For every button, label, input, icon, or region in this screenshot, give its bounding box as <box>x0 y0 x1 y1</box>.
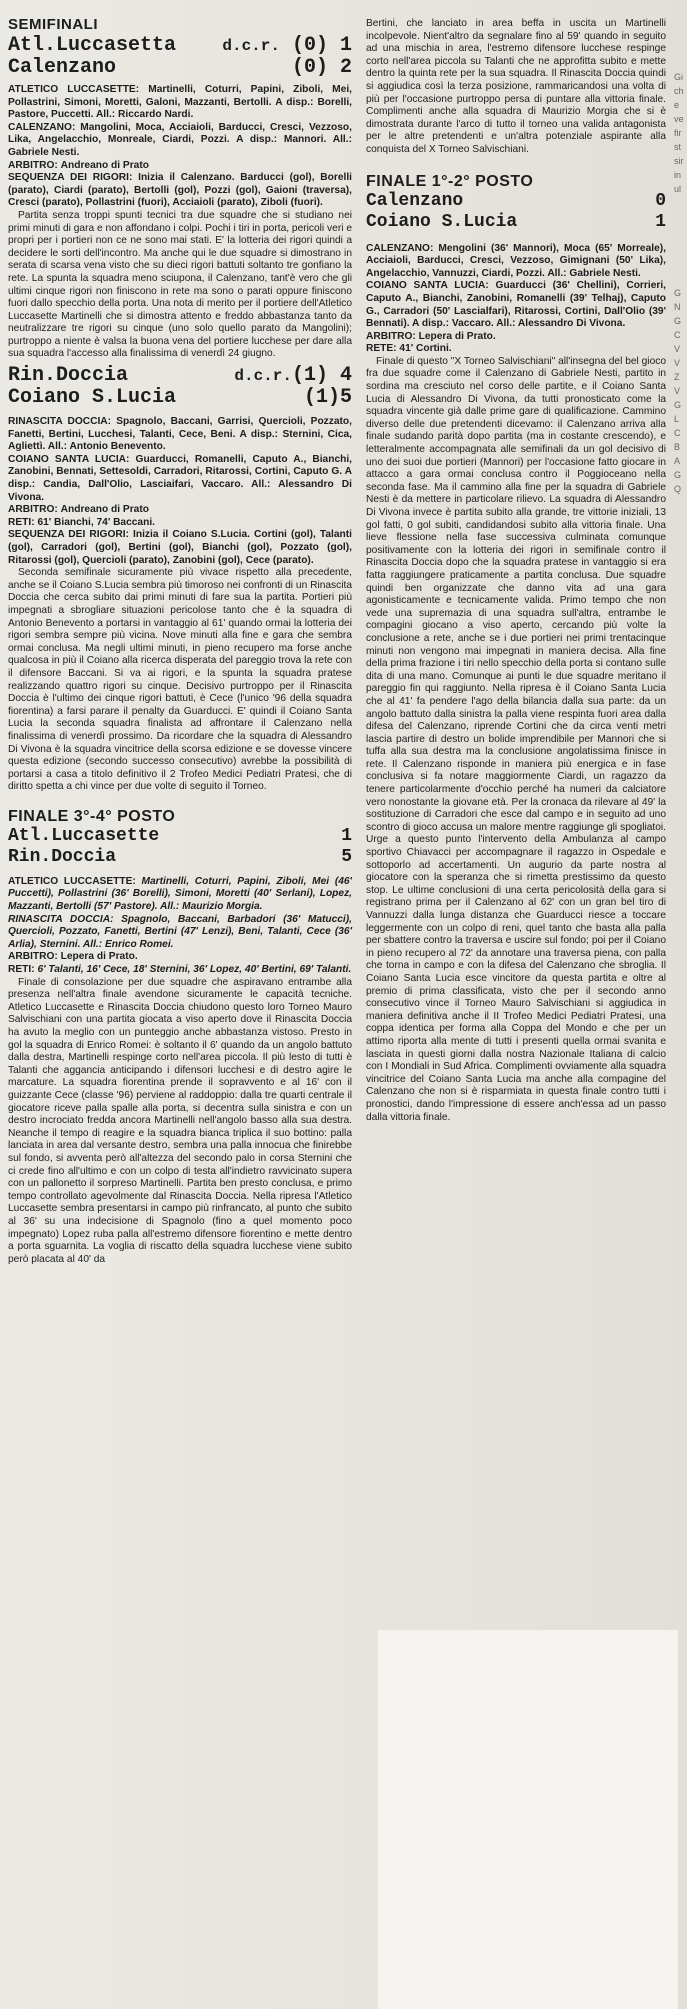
edge-fragment: ve <box>674 114 684 124</box>
edge-fragment: V <box>674 386 681 396</box>
edge-fragment: B <box>674 442 681 452</box>
edge-fragment: ul <box>674 184 682 194</box>
match-report: Seconda semifinale sicuramente più vivace rispetto alla precedente, anche se il Coiano S.Lucia sembra più timoroso nei confronti di un Rinascita Doccia che cerca subito dai primi minuti di fare sua la partita. Portieri più impegnati a sbrogliare situazioni pericolose tanto che è la squadra di Antonio Benevento a portarsi in vantaggio al 61' quando ormai la lotteria dei rigori sembra sempre più vicina. Nove minuti alla fine e gara che sembra ormai conclusa. Ma negli ultimi minuti, in pieno recupero ma forse anche qualcosa in più il Coiano alla ricerca disperata del pareggio trova la rete con il difensore Baccani. Si va ai rigori, e la spunta la squadra pratese realizzando quattro rigori su cinque. Decisivo purtroppo per il Rinascita Doccia è l'ultimo dei cinque rigori battuti, è Cece (l'unico '96 della squadra fiorentina) a farsi parare il penalty da Guarducci. E' quindi il Coiano Santa Lucia la seconda squadra finalista ad affrontare il Calenzano nella finalissima di venerdì prossimo. Da ricordare che la squadra di Alessandro Di Vivona è la squadra vincitrice della scorsa edizione e se dovesse vincere questa edizione (secondo successo consecutivo) avrebbe la possibilità di portarsi a casa a titolo definitivo il 2 Trofeo Medici Pediatri Pratesi, che di diritto spetta a chi vince per due volte di seguito il Torneo. <box>8 567 352 793</box>
away-lineup-label: COIANO SANTA LUCIA: <box>8 453 130 465</box>
penalties-sequence: Inizia il Calenzano. Barducci (gol), Borelli (parato), Ciardi (parato), Bertolli (gol), Pozzi (gol), Gaioni (traversa), Cresci (parato), Pollastrini (fuori), Acciaioli (parato), Ziboli (fuori). <box>8 172 352 209</box>
match-report: Partita senza troppi spunti tecnici tra due squadre che si studiano nei primi minuti di gara e non affondano i colpi. Pochi i tiri in porta, pericoli veri e propri per i portieri non ce ne sono mai stati. E' la lotteria dei rigori quindi a decidere le sorti dell'incontro. Ma anche qui le due squadre si dimostrano in serata di scarsa vena visto che su dieci rigori battuti soltanto tre gonfiano la rete. La spunta la squadra meno sciupona, il Calenzano, tant'è vero che gli ultimi cinque rigori non finiscono in rete ma sono o parati oppure finiscono fuori dallo specchio della porta. Una nota di merito per il portiere dell'Atletico Luccasette Martinelli che si dimostra attento e freddo abbastanza tanto da neutralizzare tre rigori su cinque (uno solo quello parato da Mangolini); purtroppo a niente è valsa la buona vena del portiere lucchese per dare alla sua squadra l'accesso alla finalissima di venerdì 24 giugno. <box>8 209 352 360</box>
right-column <box>366 0 666 1124</box>
away-score: (0) 2 <box>291 56 352 79</box>
home-score: (0) 1 <box>291 34 352 57</box>
home-lineup: Martinelli, Coturri, Papini, Ziboli, Mei (46' Puccetti), Pollastrini (36' Borelli), Simoni, Moretti (40' Serlani), Lopez, Mazzanti, Bertolli (57' Pastore). All.: Maurizio Morgia. <box>8 875 352 913</box>
edge-fragment: G <box>674 316 682 326</box>
match-3-details <box>8 876 352 1266</box>
edge-fragment: C <box>674 330 681 340</box>
score-row-home <box>8 35 352 57</box>
referee: Lepera di Prato. <box>418 330 496 342</box>
team-away-name: Coiano S.Lucia <box>366 211 518 232</box>
home-lineup-label: ATLETICO LUCCASETTE: <box>8 84 140 95</box>
edge-fragment: G <box>674 470 682 480</box>
goals-label: RETE: <box>366 343 397 355</box>
match-2-details <box>8 416 352 794</box>
edge-fragment: st <box>674 142 682 152</box>
home-lineup: Spagnolo, Baccani, Garrisi, Quercioli, Pozzato, Fanetti, Bertini, Lucchesi, Talanti, Cece, Beni. A disp.: Sternini, Cica, Agliettì. All.: Antonio Benevento. <box>8 416 352 453</box>
match-report: Finale di questo "X Torneo Salvischiani" all'insegna del bel gioco fra due squadre come il Calenzano di Gabriele Nesti, partito in sordina ma cresciuto nel corso delle partite, e il Coiano Santa Lucia di Alessandro Di Vivona, da tutti pronosticato come la squadra vincente già dalle prime gare di qualificazione. Cammino diverso delle due pretendenti dicevamo: il Calenzano arriva alla finale sudando parità dopo partita (ma in costante crescendo), e letteralmente accompagnata alle semifinali da un gol decisivo di uno dei suoi due portieri (Mannori) per l'occasione fatto giocare in attacco a gara ormai conclusa contro il Poggioceano nella seconda fase. Ma il cammino alla fine per la squadra di Gabriele Nesti è da mettere in particolare rilievo. La squadra di Alessandro Di Vivona invece è partita subito alla grande, tre vittorie iniziali, 13 gol fatti, 0 gol subiti, candidandosi subito alla vittoria finale. Una lieve flessione nella fase successiva culminata comunque positivamente con la lotteria dei rigori in semifinale contro il Rinascita Doccia dopo che la squadra pratese in vantaggio si era fatta raggiungere praticamente a partita conclusa. Due squadre quindi ben organizzate che danno vita ad una gara agonisticamente e tecnicamente valida. Primo tempo che non vede una supremazia di una squadra sull'altra, entrambe le compagini giocano a viso aperto, cercando più volte la conclusione a rete, anche se i due portieri nei primi trentacinque minuti non vengono mai impegnati in maniera decisa. Alla fine della prima frazione i tiri nello specchio della porta si contano sulle dita di una mano. Comunque ai punti le due squadre meritano il pareggio fin qui raggiunto. Nella ripresa è il Coiano Santa Lucia che al 41' fa pendere l'ago della bilancia dalla sua parte: da un angolo battuto dalla sinistra la palla viene respinta fuori area dalla difesa del Calenzano, riprende Cortini che da circa venti metri lascia partire di destro un bolide imprendibile per Mannori che si tuffa alla sua destra ma la conclusione angolatissima finisce in rete. Il Calenzano risponde in maniera più energica e in fase conclusiva si fa notare maggiormente Ciardi, un ragazzo da tenere particolarmente d'occhio perché ha numeri da calciatore vero nonostante la giovane età. Per la cronaca da rilevare al 49' la sostituzione di Carradori che esce dal campo e in seguito ad uno scontro di gioco accusa un malore mentre raggiunge gli spogliatoi. Urge a questo punto l'intervento della Ambulanza al campo sportivo Chiavacci per accompagnare il ragazzo in Ospedale e sottoporlo ad accertamenti. Un augurio da parte nostra al giocatore con la speranza che si rimetta prestissimo da questo stop. Le ultime conclusioni di una certa pericolosità della gara si registrano prima per il Calenzano al 62' con un gran bel tiro di Vannuzzi dalla lunga distanza che Guarducci riesce a toccare leggermente con un colpo di reni, quel tanto che basta alla palla per sbattere contro la traversa e uscire sul fondo; poi per il Coiano in pieno recupero al 72' da annotare una traversa piena, con palla che torna in campo e con la difesa del Calenzano che sbroglia. Il Coiano Santa Lucia esce vincitore da questa partita e oltre al premio di prima classificata, visto che per il secondo anno consecutivo vince il Torneo Mauro Salvischiani si aggiudica in maniera definitiva anche il II Trofeo Medici Pediatri Pratesi, una coppa identica per forma alla Coppa del Mondo e che per un attimo riporta alla mente di tutti i presenti quella ormai svanita e lasciata in questi giorni dalla nostra Nazionale Italiana di calcio con I Mondiali in Sud Africa. Complimenti ovviamente alla squadra vincitrice del Coiano Santa Lucia ma anche alla compagine del Calenzano che non si è risparmiata in questa finale contro tutti i pronostici, dando l'impressione di essere anch'essa ad un passo dalla vittoria finale. <box>366 355 666 1123</box>
away-score: (1)5 <box>303 386 352 410</box>
away-lineup: Spagnolo, Baccani, Barbadori (36' Matucci), Quercioli, Pozzato, Fanetti, Bertini (47' Lenzi), Beni, Talanti, Cece (36' Arlia), Sternini. All.: Enrico Romei. <box>8 913 352 950</box>
edge-fragment: sir <box>674 156 684 166</box>
match-1-details <box>8 84 352 361</box>
edge-fragment: in <box>674 170 682 180</box>
referee-label: ARBITRO: <box>8 159 58 171</box>
edge-fragment: N <box>674 302 681 312</box>
edge-fragment: V <box>674 344 681 354</box>
edge-fragment: G <box>674 400 682 410</box>
away-score: 5 <box>341 846 352 867</box>
away-lineup: Guarducci (36' Chellini), Corrieri, Caputo A., Bianchi, Zanobini, Romanelli (39' Telhaj), Caputo G., Carradori (50' Lascialfari), Ritarossi, Cortini, Dall'Olio (39' Bennati). A disp.: Vaccaro. All.: Alessandro Di Vivona. <box>366 280 666 330</box>
score-row-away <box>366 212 666 233</box>
edge-fragment: Gi <box>674 72 683 82</box>
away-lineup-label: COIANO SANTA LUCIA: <box>366 280 489 292</box>
score-row-away <box>8 57 352 78</box>
score-row-away <box>8 387 352 408</box>
referee-label: ARBITRO: <box>8 504 58 516</box>
away-score: 1 <box>655 211 666 232</box>
penalties-label: SEQUENZA DEI RIGORI: <box>8 529 129 541</box>
blank-paper-area <box>378 1630 678 2009</box>
edge-fragment: Z <box>674 372 680 382</box>
edge-fragment: C <box>674 428 681 438</box>
referee-label: ARBITRO: <box>366 330 416 342</box>
edge-fragment: V <box>674 358 681 368</box>
edge-fragment: fir <box>674 128 682 138</box>
team-home-name: Calenzano <box>366 190 464 211</box>
section-header-finale-3-4: FINALE 3°-4° POSTO <box>8 807 176 825</box>
match-report: Finale di consolazione per due squadre che aspiravano entrambe alla presenza nell'altra finale avendone sicuramente le capacità tecniche. Atletico Luccasette e Rinascita Doccia chiudono questo loro Torneo Mauro Salvischiani con una partita giocata a viso aperto dove il Rinascita Doccia ha avuto la meglio con un punteggio anche abbastanza vistoso. Presto in gol la squadra di Enrico Romei: è soltanto il 6' quando da un angolo battuto dalla destra, Martinelli respinge corto nell'area piccola. Il più lesto di tutti è Talanti che aggancia anticipando i difensori lucchesi e di destro agire le marcature. La squadra fiorentina prende il sopravvento e al 16' con il guizzante Cece (classe '96) perviene al raddoppio: dalla tre quarti centrale il giocatore riceve palla spalle alla porta, si decentra sulla sinistra e con un destro incrociato fredda ancora Martinelli nell'angolo basso alla sua destra. Neanche il tempo di reagire e la squadra bianca triplica il suo bottino: palla lanciata in area dal versante destro, sembra una palla innocua che finirebbe sul fondo, si avventa però all'altezza del secondo palo in corsa Sternini che ci crede fino all'ultimo e con un colpo di testa all'indietro ravvicinato supera con un pallonetto il sorpreso Martinelli. Partita ben presto conclusa, e primo tempo controllato agevolmente dal Rinascita Doccia. Nella ripresa l'Atletico Luccasette sembra presentarsi in campo più rinfrancato, al punto che subito al 36' su una indecisione di Spagnolo (fino a quel momento poco impegnato) Lopez ruba palla all'estremo difensore fiorentino e mette dentro a porta sguarnita. La voglia di riscatto della squadra lucchese viene subito però placata al 40' da <box>8 976 352 1265</box>
penalties-label: SEQUENZA DEI RIGORI: <box>8 172 133 184</box>
adjacent-column-fragment <box>674 70 687 496</box>
edge-fragment: e <box>674 100 680 110</box>
match-3-report-continuation: Bertini, che lanciato in area beffa in uscita un Martinelli incolpevole. Nient'altro da segnalare fino al 59' quando in seguito ad una mischia in area, l'estremo difensore lucchese respinge corto nell'area piccola su Talanti che ne approfitta subito e mette dentro la quinta rete per la sua squadra. Il Rinascita Doccia quindi si aggiudica così la terza posizione, rammaricandosi una volta di più per l'occasione purtroppo persa di puntare alla vittoria finale. Complimenti anche alla squadra di Maurizio Morgia che si è dimostrata durante l'arco di tutto il torneo una valida antagonista per le altre pretendenti e un'altra potenziale aspirante alla conquista del X Torneo Salvischiani. <box>366 18 666 155</box>
team-home-name: Atl.Luccasetta <box>8 34 177 57</box>
goals-label: RETI: <box>8 516 35 528</box>
away-lineup-label: RINASCITA DOCCIA: <box>8 913 114 925</box>
referee: Andreano di Prato <box>60 504 149 516</box>
home-score: 1 <box>341 825 352 846</box>
score-row-home <box>366 191 666 212</box>
home-lineup-label: CALENZANO: <box>366 242 434 254</box>
home-score: 0 <box>655 190 666 211</box>
match-2 <box>8 365 352 794</box>
section-header-finale-1-2: FINALE 1°-2° POSTO <box>366 172 534 190</box>
match-1 <box>8 35 352 361</box>
score-row-away <box>8 847 352 868</box>
edge-fragment: G <box>674 288 682 298</box>
match-4-details <box>366 243 666 1125</box>
home-lineup-label: RINASCITA DOCCIA: <box>8 416 112 428</box>
goals: 6' Talanti, 16' Cece, 18' Sternini, 36' Lopez, 40' Bertini, 69' Talanti. <box>37 964 352 976</box>
home-lineup-label: ATLETICO LUCCASETTE: <box>8 875 136 887</box>
referee: Andreano di Prato <box>60 159 149 171</box>
team-away-name: Coiano S.Lucia <box>8 386 177 410</box>
left-column <box>8 0 352 1266</box>
home-lineup: Mengolini (36' Mannori), Moca (65' Morreale), Acciaioli, Barducci, Cresci, Vezzoso, Gimignani (50' Lika), Angelacchio, Vannuzzi, Ciardi, Pozzi. All.: Gabriele Nesti. <box>366 242 666 279</box>
score-row-home <box>8 365 352 387</box>
penalties-sequence: Inizia il Coiano S.Lucia. Cortini (gol), Talanti (gol), Carradori (gol), Bertini (gol), Bianchi (gol), Pozzato (gol), Ritarossi (gol), Quercioli (parato), Zanobini (gol), Cece (parato). <box>8 529 352 566</box>
match-note: d.c.r. <box>234 367 292 386</box>
edge-fragment: A <box>674 456 681 466</box>
edge-fragment: L <box>674 414 680 424</box>
home-lineup: Martinelli, Coturri, Papini, Ziboli, Mei, Pollastrini, Simoni, Moretti, Galoni, Mazzanti, Bertolli. A disp.: Borelli, Pastore, Puccetti. All.: Riccardo Nardi. <box>8 84 352 121</box>
away-lineup: Guarducci, Romanelli, Caputo A., Bianchi, Zanobini, Bennati, Settesoldi, Carradori, Ritarossi, Cortini, Caputo G. A disp.: Candia, Dall'Olio, Lasciaifari, Vaccaro. All.: Alessandro Di Vivona. <box>8 453 352 503</box>
score-row-home <box>8 826 352 847</box>
section-header-semifinali: SEMIFINALI <box>8 16 98 33</box>
referee-label: ARBITRO: <box>8 951 58 963</box>
edge-fragment: ch <box>674 86 684 96</box>
away-lineup-label: CALENZANO: <box>8 121 76 133</box>
team-home-name: Atl.Luccasette <box>8 825 160 846</box>
team-away-name: Rin.Doccia <box>8 846 117 867</box>
referee: Lepera di Prato. <box>60 951 138 963</box>
match-4 <box>366 173 666 1125</box>
team-home-name: Rin.Doccia <box>8 364 129 388</box>
away-lineup: Mangolini, Moca, Acciaioli, Barducci, Cresci, Vezzoso, Lika, Angelacchio, Monreale, Ciardi, Pozzi. A disp.: Mannori. All.: Gabriele Nesti. <box>8 121 352 158</box>
team-away-name: Calenzano <box>8 56 117 79</box>
goals-label: RETI: <box>8 964 35 976</box>
goals: 61' Bianchi, 74' Baccani. <box>37 516 155 528</box>
home-score: (1) 4 <box>291 364 352 388</box>
edge-fragment: Q <box>674 484 682 494</box>
match-3 <box>8 808 352 1266</box>
goals: 41' Cortini. <box>399 343 452 355</box>
match-note: d.c.r. <box>222 37 280 55</box>
